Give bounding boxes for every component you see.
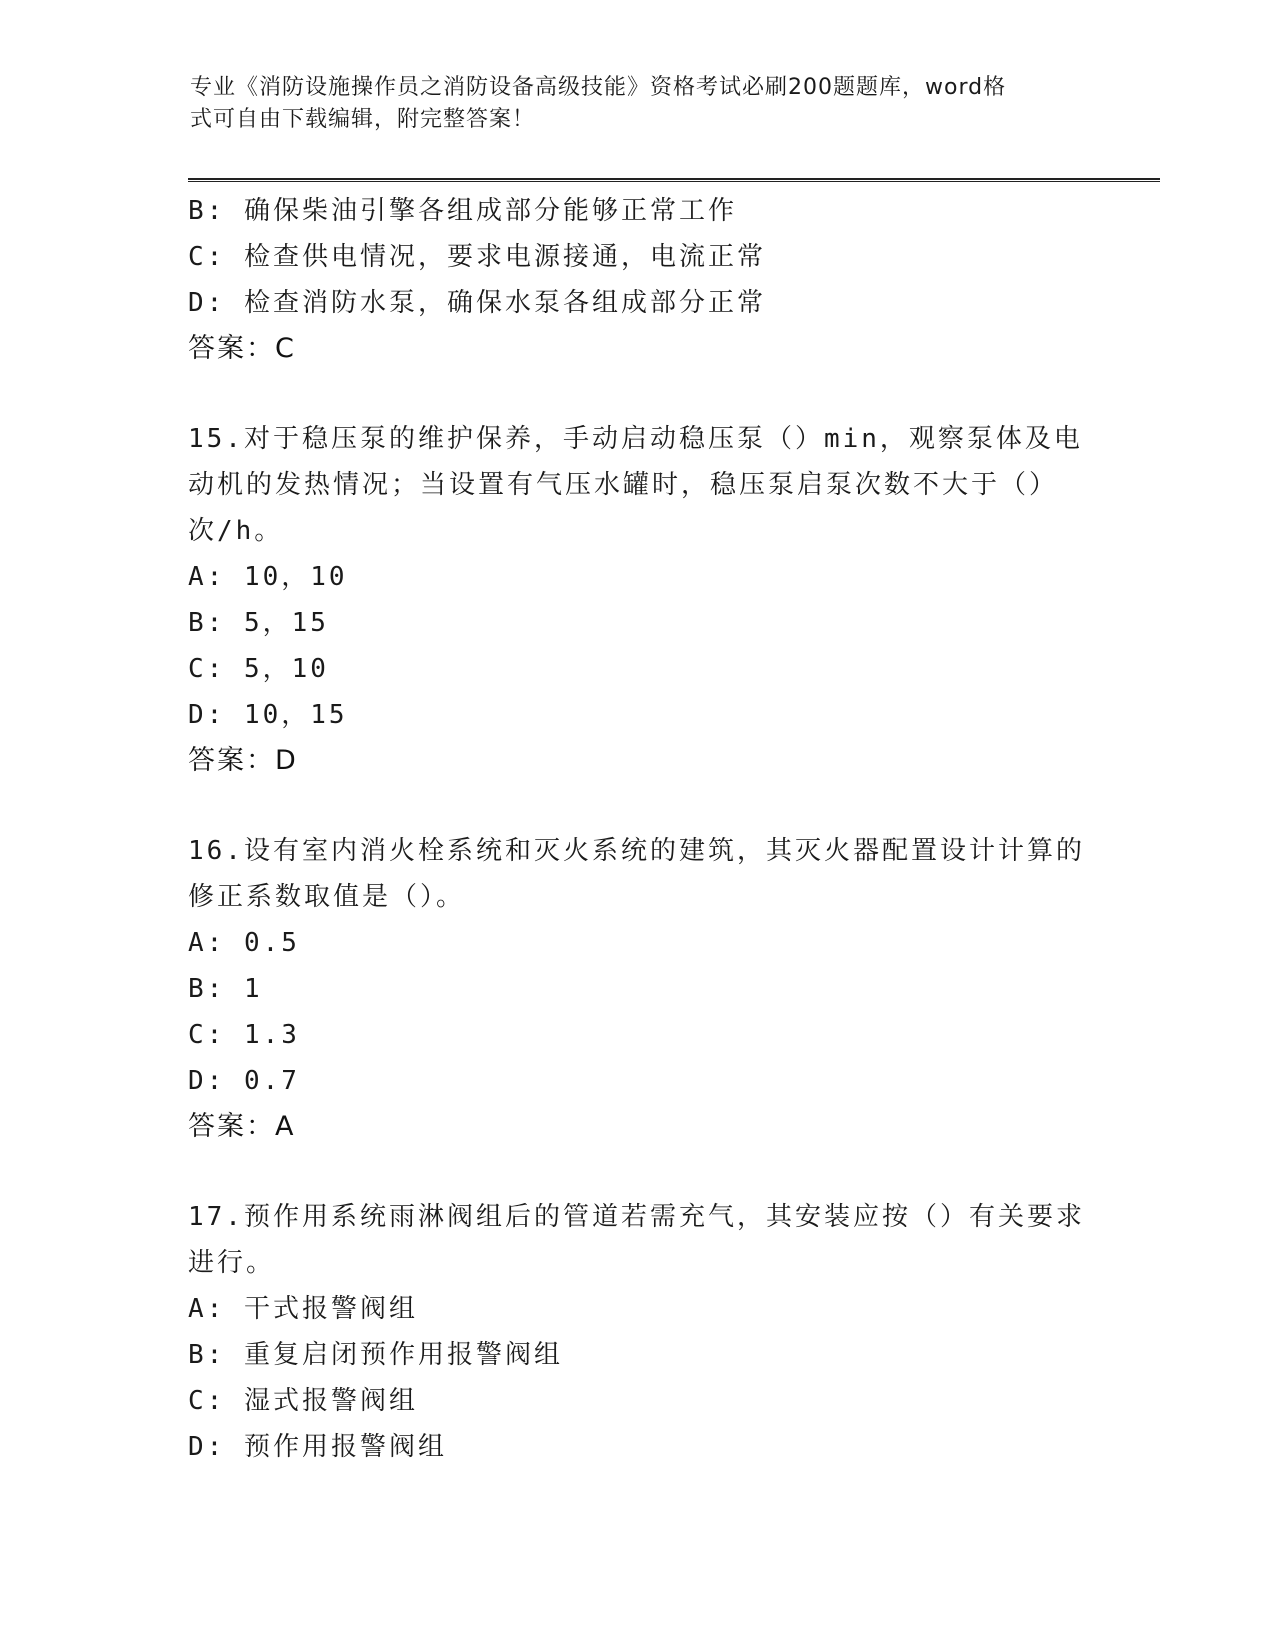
option-row — [188, 1424, 1088, 1470]
option-separator: : — [206, 928, 244, 958]
question-text-line: 17.预作用系统雨淋阀组后的管道若需充气，其安装应按（）有关要求 — [188, 1202, 1085, 1232]
option-row — [188, 646, 1088, 692]
option-text: 确保柴油引擎各组成部分能够正常工作 — [243, 196, 737, 226]
spacer — [188, 1150, 1088, 1194]
option-letter: D — [188, 1066, 207, 1096]
option-separator: : — [206, 1340, 244, 1370]
option-text: 检查供电情况，要求电源接通，电流正常 — [243, 242, 766, 272]
option-text: 1 — [243, 974, 263, 1004]
option-letter: A — [188, 928, 207, 958]
option-separator: : — [206, 1020, 244, 1050]
option-letter: A — [188, 562, 207, 592]
option-text: 湿式报警阀组 — [243, 1386, 418, 1416]
answer-line: 答案：C — [188, 333, 296, 364]
option-separator: : — [206, 562, 244, 592]
option-letter: B — [188, 196, 207, 226]
option-text: 干式报警阀组 — [243, 1294, 418, 1324]
option-row — [188, 1332, 1088, 1378]
option-text: 1.3 — [243, 1020, 300, 1050]
continued-options — [188, 188, 1088, 372]
option-text: 0.7 — [243, 1066, 300, 1096]
document-header — [190, 72, 1070, 136]
option-text: 0.5 — [243, 928, 300, 958]
option-text: 重复启闭预作用报警阀组 — [243, 1340, 563, 1370]
spacer — [188, 784, 1088, 828]
answer-line: 答案：D — [188, 745, 298, 776]
question-content — [188, 188, 1088, 1470]
option-row — [188, 554, 1088, 600]
option-row — [188, 692, 1088, 738]
option-row — [188, 920, 1088, 966]
answer-line: 答案：A — [188, 1111, 296, 1142]
spacer — [188, 372, 1088, 416]
option-letter: C — [188, 1020, 207, 1050]
option-row — [188, 600, 1088, 646]
option-separator: : — [206, 288, 244, 318]
option-separator: : — [206, 974, 244, 1004]
question-text-line: 次/h。 — [188, 516, 284, 546]
header-line-2: 式可自由下载编辑，附完整答案！ — [190, 107, 536, 132]
option-letter: D — [188, 288, 207, 318]
option-text: 10，10 — [243, 562, 348, 592]
option-letter: C — [188, 654, 207, 684]
header-divider — [188, 178, 1160, 182]
option-row — [188, 188, 1088, 234]
option-letter: D — [188, 700, 207, 730]
option-separator: : — [206, 1066, 244, 1096]
option-text: 预作用报警阀组 — [243, 1432, 447, 1462]
option-separator: : — [206, 700, 244, 730]
question-block — [188, 416, 1088, 784]
option-text: 检查消防水泵，确保水泵各组成部分正常 — [243, 288, 766, 318]
question-text-line: 修正系数取值是（）。 — [188, 882, 466, 912]
option-letter: B — [188, 608, 207, 638]
question-block — [188, 828, 1088, 1150]
question-text-line: 16.设有室内消火栓系统和灭火系统的建筑，其灭火器配置设计计算的 — [188, 836, 1085, 866]
option-row — [188, 1378, 1088, 1424]
option-row — [188, 1286, 1088, 1332]
option-row — [188, 280, 1088, 326]
option-letter: C — [188, 1386, 207, 1416]
option-letter: B — [188, 974, 207, 1004]
option-letter: D — [188, 1432, 207, 1462]
option-separator: : — [206, 608, 244, 638]
header-line-1: 专业《消防设施操作员之消防设备高级技能》资格考试必刷200题题库，word格 — [190, 75, 1007, 100]
option-separator: : — [206, 1432, 244, 1462]
option-letter: B — [188, 1340, 207, 1370]
option-separator: : — [206, 242, 244, 272]
option-separator: : — [206, 654, 244, 684]
option-separator: : — [206, 196, 244, 226]
option-separator: : — [206, 1386, 244, 1416]
option-text: 5，10 — [243, 654, 329, 684]
question-text-line: 动机的发热情况；当设置有气压水罐时，稳压泵启泵次数不大于（） — [188, 470, 1059, 500]
option-row — [188, 966, 1088, 1012]
question-text-line: 15.对于稳压泵的维护保养，手动启动稳压泵（）min，观察泵体及电 — [188, 424, 1083, 454]
option-text: 10，15 — [243, 700, 348, 730]
option-row — [188, 234, 1088, 280]
option-separator: : — [206, 1294, 244, 1324]
option-letter: C — [188, 242, 207, 272]
option-letter: A — [188, 1294, 207, 1324]
option-text: 5，15 — [243, 608, 329, 638]
question-block — [188, 1194, 1088, 1470]
option-row — [188, 1012, 1088, 1058]
question-text-line: 进行。 — [188, 1248, 276, 1278]
option-row — [188, 1058, 1088, 1104]
